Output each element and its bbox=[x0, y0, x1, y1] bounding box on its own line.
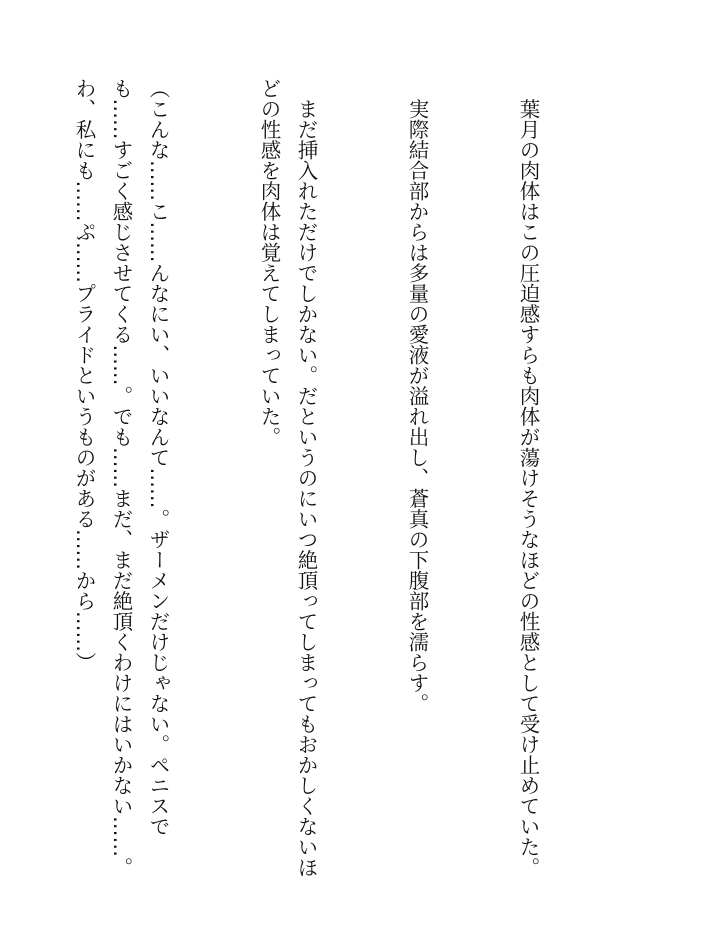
paragraph: まだ挿入れただけでしかない。だというのにいつ絶頂ってしまってもおかしくないほどの性感を肉体は覚えてしまっていた。 bbox=[257, 78, 318, 878]
paragraph: （こんな……こ……んなにい、いいなんて……。ザーメンだけじゃない。ペニスでも……すごく感じさせてくる……。でも……まだ、まだ絶頂くわけにはいかない……。わ、私にも……ぷ……プライドというものがある……から……） bbox=[72, 78, 170, 878]
vertical-text-body bbox=[0, 78, 620, 878]
paragraph: 実際結合部からは多量の愛液が溢れ出し、蒼真の下腹部を濡らす。 bbox=[405, 78, 429, 714]
paragraph: 葉月の肉体はこの圧迫感すらも肉体が蕩けそうなほどの性感として受け止めていた。 bbox=[516, 78, 540, 878]
